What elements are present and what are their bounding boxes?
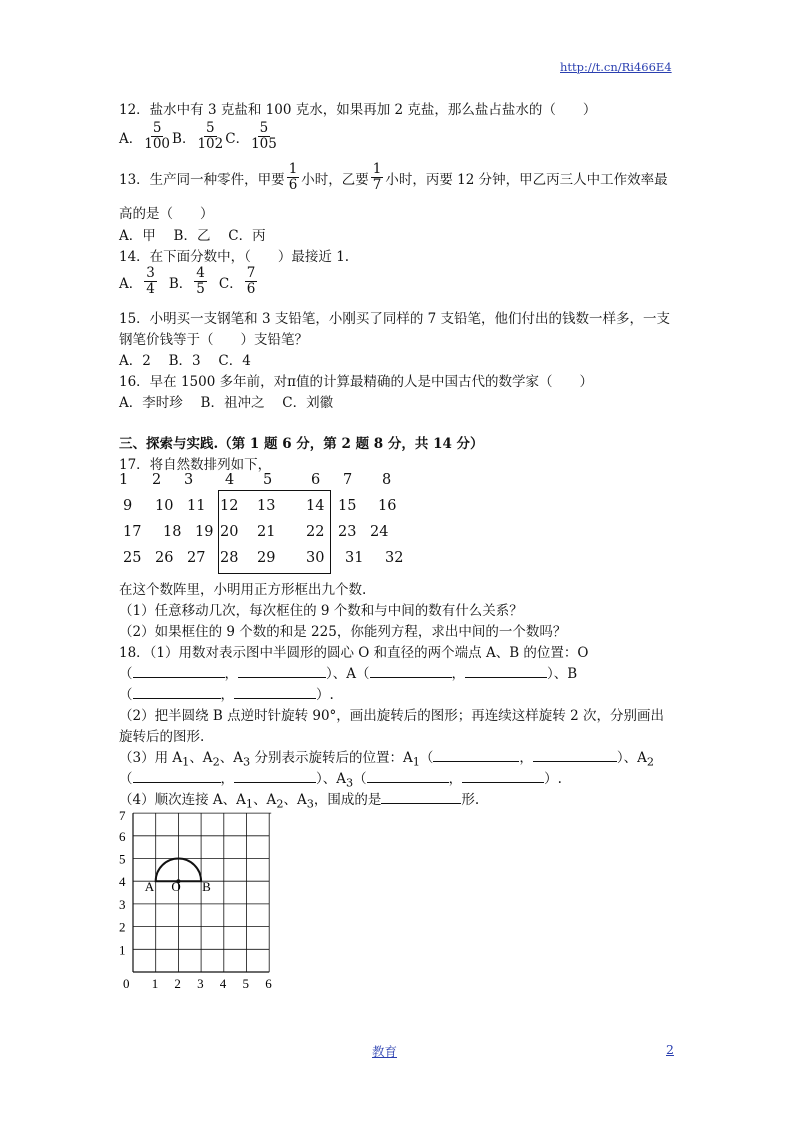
y-tick-label: 1 <box>119 942 126 958</box>
header-url-link[interactable]: http://t.cn/Ri466E4 <box>560 60 672 74</box>
x-tick-label: 5 <box>242 976 249 991</box>
y-tick-label: 5 <box>119 851 126 867</box>
q14-frac-a: $\frac{3}{4}$ <box>146 265 155 297</box>
answer-blank-a2-y[interactable] <box>234 770 316 783</box>
point-label-a: A <box>144 879 155 895</box>
answer-blank-a3-x[interactable] <box>367 770 449 783</box>
q15-line2: 钢笔价钱等于（ ）支铅笔？ <box>119 332 308 348</box>
y-tick-label: 3 <box>119 896 126 912</box>
q18-line7: （ ， ）、$A_3$（ ， ）. <box>119 771 562 790</box>
point-label-o: O <box>171 879 181 895</box>
q13-frac-1: $\frac{1}{6}$ <box>288 161 298 193</box>
q15-line1: 15．小明买一支钢笔和 3 支铅笔，小刚买了同样的 7 支铅笔，他们付出的钱数一样多，一支 <box>119 311 671 327</box>
q18-line3: （ ， ）. <box>119 687 334 703</box>
coordinate-grid <box>110 800 290 1000</box>
x-tick-label: 0 <box>123 976 130 991</box>
q17-nine-number-box <box>218 490 331 574</box>
q18-line2: （ ， ）、A（ ， ）、B <box>119 666 578 682</box>
q17-after: 在这个数阵里，小明用正方形框出九个数. <box>119 582 367 598</box>
q12-option-b-label: B． <box>172 130 196 147</box>
q13-line2: 高的是（ ） <box>119 206 214 222</box>
q17-sub2: （2）如果框住的 9 个数的和是 225，你能列方程，求出中间的一个数吗？ <box>119 624 567 640</box>
q12-stem: 12．盐水中有 3 克盐和 100 克水，如果再加 2 克盐，那么盐占盐水的（ ） <box>119 102 597 118</box>
x-tick-label: 4 <box>219 976 227 991</box>
answer-blank-a1-y[interactable] <box>533 749 617 762</box>
y-tick-label: 2 <box>119 919 126 935</box>
y-tick-label: 4 <box>119 874 126 890</box>
q16-options: A．李时珍 B．祖冲之 C．刘徽 <box>119 395 334 411</box>
q18-line6: （3）用 $A_1$、$A_2$、$A_3$ 分别表示旋转后的位置：$A_1$（ ， ）、$A_2$ <box>119 750 655 769</box>
q18-line5: 旋转后的图形. <box>119 729 205 745</box>
point-label-b: B <box>202 879 211 895</box>
q18-line4: （2）把半圆绕 B 点逆时针旋转 90°，画出旋转后的图形；再连续这样旋转 2 次，分别画出 <box>119 708 664 724</box>
x-tick-label: 3 <box>197 976 204 991</box>
x-tick-label: 1 <box>151 976 159 991</box>
q12-frac-c: $\frac{5}{105}$ <box>251 120 277 152</box>
q15-options: A．2 B．3 C．4 <box>119 353 251 369</box>
y-axis-labels <box>119 808 126 957</box>
answer-blank-a-y[interactable] <box>465 665 547 678</box>
q12-option-c-label: C． <box>225 130 250 147</box>
q12-frac-b: $\frac{5}{102}$ <box>197 120 224 152</box>
q12-option-a-label: A． <box>119 130 143 147</box>
answer-blank-a3-y[interactable] <box>462 770 544 783</box>
answer-blank-a1-x[interactable] <box>433 749 519 762</box>
q16-stem: 16．早在 1500 多年前，对π值的计算最精确的人是中国古代的数学家（ ） <box>119 374 593 390</box>
answer-blank-o-y[interactable] <box>238 665 326 678</box>
q13-options: A．甲 B．乙 C．丙 <box>119 228 266 244</box>
q14-stem: 14．在下面分数中，（ ）最接近 1. <box>119 249 350 265</box>
q17-number-array: 1 2 3 4 5 6 7 8 9 10 11 12 13 14 15 16 17 18 19 20 21 22 23 24 25 26 27 28 29 30 31 32 <box>0 0 793 1122</box>
q13-stem: 13．生产同一种零件，甲要 $\frac{1}{6}$ 小时，乙要 $\frac{1}{7}$ 小时，丙要 12 分钟，甲乙丙三人中工作效率最 <box>119 161 668 193</box>
q14-frac-c: $\frac{7}{6}$ <box>246 265 256 297</box>
q12-options <box>119 121 279 152</box>
answer-blank-b-y[interactable] <box>234 686 316 699</box>
q18-line8: （4）顺次连接 A、$A_1$、$A_2$、$A_3$，围成的是 形. <box>119 792 480 811</box>
q12-frac-a: $\frac{5}{100}$ <box>144 120 171 152</box>
page-number: 2 <box>666 1042 674 1057</box>
q17-stem: 17．将自然数排列如下， <box>119 457 272 473</box>
q13-frac-2: $\frac{1}{7}$ <box>372 161 382 193</box>
answer-blank-a-x[interactable] <box>370 665 452 678</box>
answer-blank-o-x[interactable] <box>133 665 225 678</box>
y-tick-label: 7 <box>119 808 126 824</box>
x-axis-labels <box>123 976 272 991</box>
q14-frac-b: $\frac{4}{5}$ <box>196 265 205 297</box>
footer-center-link[interactable]: 教育 <box>372 1044 398 1059</box>
x-tick-label: 6 <box>265 976 272 991</box>
x-tick-label: 2 <box>174 976 181 991</box>
answer-blank-shape[interactable] <box>381 791 461 804</box>
answer-blank-a2-x[interactable] <box>133 770 221 783</box>
q14-options: A． $\frac{3}{4}$ B． $\frac{4}{5}$ C． $\frac{7}{6}$ <box>119 265 256 297</box>
q17-sub1: （1）任意移动几次，每次框住的 9 个数和与中间的数有什么关系？ <box>119 603 523 619</box>
section3-title: 三、探索与实践.（第 1 题 6 分，第 2 题 8 分，共 14 分） <box>119 436 484 452</box>
answer-blank-b-x[interactable] <box>133 686 221 699</box>
y-tick-label: 6 <box>119 828 126 844</box>
q18-line1: 18．（1）用数对表示图中半圆形的圆心 O 和直径的两个端点 A、B 的位置：O <box>119 645 589 661</box>
